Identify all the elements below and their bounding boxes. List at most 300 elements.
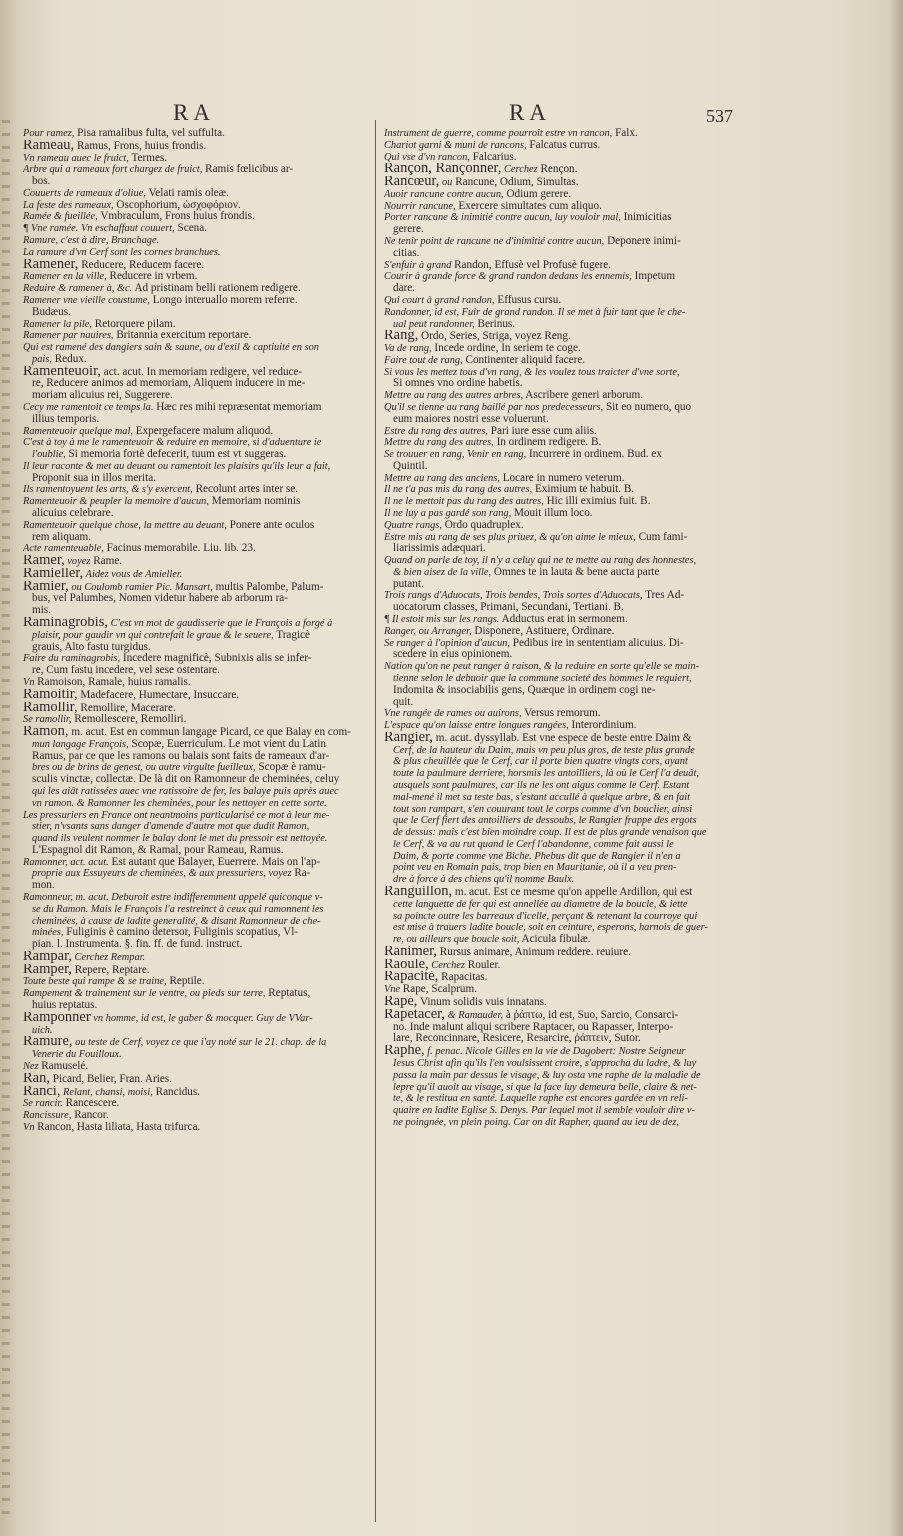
entry-french-gloss: pais, — [32, 353, 52, 365]
entry-line-continued — [23, 1000, 368, 1012]
dictionary-entry-line — [23, 235, 368, 247]
dictionary-entry-line — [23, 128, 368, 140]
entry-line-continued — [384, 815, 736, 827]
entry-latin-text: rem aliquam. — [32, 531, 92, 543]
entry-headword: Ramponner — [23, 1011, 91, 1025]
entry-line-continued — [384, 673, 736, 685]
entry-line-continued — [23, 354, 368, 366]
entry-line-continued — [23, 927, 368, 939]
entry-french-gloss: Ramener vne vieille coustume, — [23, 294, 150, 306]
dictionary-entry-line — [384, 212, 736, 224]
entry-french-gloss: Nation qu'on ne peut ranger à raison, & la reduire en sorte qu'elle se main- — [384, 661, 700, 673]
entry-headword: Rapé, — [384, 996, 418, 1009]
dictionary-entry-line — [23, 1012, 368, 1025]
entry-headword: Ramure, — [23, 1036, 73, 1050]
entry-line-continued — [384, 378, 736, 390]
dictionary-entry-line — [384, 236, 736, 248]
dictionary-entry-line — [23, 283, 368, 295]
dictionary-entry-line — [384, 971, 736, 984]
entry-latin-text: Quintil. — [393, 460, 428, 472]
entry-headword: Ramon, — [23, 726, 69, 739]
entry-french-gloss: qui les aiât ratissées auec vne ratissoire de fer, les balaye puis après auec — [32, 785, 339, 797]
dictionary-entry-line — [384, 367, 736, 379]
entry-latin-text: Ramoison, Ramale, huius ramalis. — [37, 676, 191, 688]
facing-page-edge — [2, 120, 10, 1520]
entry-latin-text: Cum fami- — [635, 531, 688, 543]
entry-french-gloss: Qui est ramené des dangiers sain & saune, ou d'exil & captiuité en son — [23, 342, 320, 354]
entry-line-continued — [23, 762, 368, 774]
entry-latin-text: Deponere inimi- — [604, 236, 681, 248]
dictionary-entry-line — [384, 176, 736, 189]
entry-latin-text: Incurrere in ordinem. Bud. ex — [526, 449, 662, 461]
dictionary-entry-line — [384, 661, 736, 673]
dictionary-entry-line — [23, 496, 368, 508]
entry-french-gloss: dre à force à des chiens qu'il nomme Baulx. — [393, 874, 575, 886]
entry-french-gloss: Il ne luy a pas gardé son rang, — [384, 508, 512, 519]
entry-french-gloss: Reduire & ramener à, &c. — [23, 283, 133, 295]
entry-latin-text: Vmbraculum, Frons huius frondis. — [97, 211, 255, 223]
entry-french-gloss: Couuerts de rameaux d'oliue, — [23, 187, 146, 199]
entry-line-continued — [23, 593, 368, 605]
entry-latin-text: Facinus memorabile. Liu. lib. 23. — [103, 543, 256, 555]
entry-french-gloss: Estre du rang des autres, — [384, 425, 488, 437]
entry-french-gloss: Il leur raconte & met au deuant ou ramentoit les plaisirs qu'ils leur a fait, — [23, 460, 331, 472]
entry-french-gloss: Qui vse d'vn rancon, — [384, 151, 470, 163]
entry-french-gloss: cheminées, à cause de ladite generalité, & disant Ramonneur de che- — [32, 915, 321, 927]
dictionary-entry-line — [23, 153, 368, 165]
entry-line-continued — [23, 833, 368, 845]
entry-french-gloss: Ramener la pile, — [23, 318, 92, 330]
entry-french-gloss: passa la main par dessus le visage, & luy osta vne raphe de la maladie de — [393, 1069, 701, 1081]
dictionary-entry-line — [23, 223, 368, 235]
entry-latin-text: Redux. — [51, 353, 87, 365]
entry-latin-text: Falcarius. — [469, 151, 517, 163]
entry-latin-text: Hæc res mihi repræsentat memoriam — [153, 401, 322, 413]
entry-line-continued — [23, 798, 368, 810]
entry-line-continued — [384, 579, 736, 591]
entry-line-continued — [384, 697, 736, 709]
entry-latin-text: mon. — [32, 880, 55, 892]
entry-french-gloss: Cerf, de la hauteur du Daim, mais vn peu plus gros, de teste plus grande — [393, 744, 695, 756]
entry-latin-text: Rancor. — [71, 1110, 109, 1122]
entry-line-continued — [23, 390, 368, 402]
entry-french-gloss: & bien aisez de la ville, — [393, 566, 492, 578]
entry-latin-text: Falcatus currus. — [526, 139, 601, 151]
entry-french-gloss: re, ou ailleurs que boucle soit, — [393, 934, 520, 946]
entry-latin-text: Remollescere, Remolliri. — [71, 714, 187, 726]
entry-latin-text: Si memoria fortè defecerit, tuum est vt suggeras. — [65, 449, 287, 461]
entry-latin-text: dare. — [393, 283, 416, 295]
entry-latin-text: Mouit illum loco. — [511, 508, 593, 519]
entry-latin-text: Ramus, Frons, huius frondis. — [74, 139, 207, 152]
entry-latin-text: Reducere in vrbem. — [106, 271, 198, 283]
entry-french-gloss: La ramure d'vn Cerf sont les cornes branchues. — [23, 246, 221, 258]
entry-line-continued — [384, 1022, 736, 1034]
dictionary-entry-line — [23, 689, 368, 702]
entry-headword: Raoule, — [384, 958, 429, 972]
entry-latin-text: Tres Ad- — [642, 590, 685, 602]
dictionary-entry-line — [384, 140, 736, 152]
dictionary-entry-line — [384, 520, 736, 532]
entry-latin-text: liarissimis adæquari. — [393, 543, 486, 555]
entry-line-continued — [23, 473, 368, 485]
dictionary-entry-line — [23, 164, 368, 176]
entry-latin-text: Berinus. — [474, 318, 516, 330]
dictionary-entry-line — [384, 307, 736, 319]
entry-headword: Rang, — [384, 330, 419, 344]
entry-latin-text: Rame. — [90, 555, 123, 568]
entry-latin-text: bus, vel Palumbes, Nomen videtur habere ab arborum ra- — [32, 593, 288, 605]
entry-line-continued — [384, 827, 736, 839]
entry-french-gloss: Il ne le mettoit pas du rang des autres, — [384, 496, 544, 508]
entry-latin-text: Retorquere pilam. — [91, 318, 176, 330]
dictionary-entry-line — [23, 461, 368, 473]
entry-line-continued — [23, 774, 368, 786]
entry-latin-text: Ramis fœlicibus ar- — [202, 164, 294, 176]
dictionary-entry-line — [384, 555, 736, 567]
entry-french-gloss: Nourrir rancune, — [384, 200, 456, 212]
entry-french-gloss: quaire en ladite Eglise S. Denys. Par lequel mot il semble vouloir dire v- — [393, 1105, 695, 1117]
entry-french-gloss: est mise à trauers ladite boucle, soit en ceinture, esperons, harnois de guer- — [393, 922, 709, 934]
entry-line-continued — [384, 768, 736, 780]
entry-line-continued — [384, 1105, 736, 1117]
entry-latin-text: m. acut. Est en commun langage Picard, ce que Balay en com- — [68, 726, 351, 739]
entry-french-gloss: Instrument de guerre, comme pourroit estre vn rancon, — [384, 128, 613, 139]
dictionary-entry-line — [23, 568, 368, 581]
dictionary-entry-line — [23, 1098, 368, 1110]
entry-line-continued — [384, 911, 736, 923]
dictionary-entry-line — [384, 402, 736, 414]
dictionary-entry-line — [384, 496, 736, 508]
dictionary-entry-line — [23, 653, 368, 665]
entry-french-gloss: mun langage François, — [32, 738, 129, 750]
entry-latin-text: Reducere, Reducem facere. — [78, 258, 205, 271]
entry-french-gloss: quand ils veulent nommer le balay dont le met du pressoir est nettoyée. — [32, 833, 328, 845]
entry-line-continued — [384, 567, 736, 579]
entry-latin-text: Pari iure esse cum aliis. — [488, 425, 597, 437]
dictionary-entry-line — [384, 201, 736, 213]
entry-line-continued — [23, 821, 368, 833]
entry-line-continued — [384, 839, 736, 851]
entry-latin-text: Britannia exercitum reportare. — [113, 330, 252, 342]
entry-latin-text: Ra- — [291, 868, 311, 880]
entry-latin-text: Ordo, Series, Striga, voyez Reng. — [418, 330, 571, 343]
entry-latin-text: Si omnes vno ordine habetis. — [393, 378, 523, 390]
entry-french-gloss: Se trouuer en rang, Venir en rang, — [384, 449, 527, 461]
entry-latin-text: Pisa ramalibus fulta, vel suffulta. — [74, 128, 225, 139]
entry-headword: Ramener, — [23, 258, 79, 272]
entry-french-gloss: Quand on parle de toy, il n'y a celuy qui ne te mette au rang des honnestes, — [384, 555, 697, 567]
entry-latin-text: Ascribere generi arborum. — [523, 390, 644, 402]
entry-french-gloss: proprie aux Essuyeurs de cheminées, & aux pressuriers, voyez — [32, 868, 292, 880]
entry-latin-text: Rapacitas. — [438, 971, 488, 984]
entry-french-gloss: mal-mené il met sa teste bas, s'estant accullé à quelque arbre, & en fait — [393, 791, 691, 803]
dictionary-entry-line — [23, 857, 368, 869]
dictionary-entry-line — [23, 402, 368, 414]
entry-french-gloss: Aidez vous de Amieller. — [83, 568, 183, 580]
entry-french-gloss: ou — [439, 177, 453, 189]
entry-french-gloss: Daim, & porte comme vne Biche. Phebus dit que de Rangier il n'en a — [393, 850, 681, 862]
entry-french-gloss: toute la paulmure derriere, horsmis les antoilliers, là où le Cerf l'a deuât, — [393, 768, 699, 780]
entry-line-continued — [384, 224, 736, 236]
entry-latin-text: Randon, Effusè vel Profusè fugere. — [454, 259, 612, 271]
entry-headword: Ramoitir, — [23, 688, 78, 702]
entry-french-gloss: L'espace qu'on laisse entre longues rangées, — [384, 720, 569, 732]
entry-french-gloss: Vn — [23, 676, 38, 688]
entry-line-continued — [384, 756, 736, 768]
entry-latin-text: à ῥάπτω, id est, Suo, Sarcio, Consarci- — [503, 1008, 679, 1021]
entry-latin-text: Odium gerere. — [503, 188, 572, 200]
dictionary-entry-line — [23, 140, 368, 153]
dictionary-entry-line — [23, 581, 368, 594]
entry-latin-text: Rençon. — [537, 163, 578, 176]
dictionary-entry-line — [23, 520, 368, 532]
entry-french-gloss: ou teste de Cerf, voyez ce que i'ay noté sur le 21. chap. de la — [72, 1037, 327, 1049]
entry-french-gloss: Chariot garni & muni de rancons, — [384, 139, 527, 151]
entry-latin-text: Proponit sua in illos merita. — [32, 472, 156, 484]
entry-line-continued — [23, 739, 368, 751]
dictionary-entry-line — [23, 726, 368, 739]
entry-headword: Ramper, — [23, 963, 72, 977]
entry-latin-text: Incede ordine, In seriem te coge. — [431, 343, 581, 355]
entry-line-continued — [23, 630, 368, 642]
entry-latin-text: Rape, Scalprum. — [402, 984, 478, 996]
entry-latin-text: Impetum — [631, 271, 676, 283]
entry-line-continued — [23, 449, 368, 461]
entry-latin-text: Rursus animare, Animum reddere. reuiure. — [436, 945, 631, 958]
entry-french-gloss: minées, — [32, 927, 64, 939]
entry-latin-text: Expergefacere malum aliquod. — [132, 425, 274, 437]
entry-latin-text: Ad pristinam belli rationem redigere. — [132, 283, 301, 295]
entry-french-gloss: Trois rangs d'Aduocats, Trois bendes, Trois sortes d'Aduocats, — [384, 590, 643, 602]
dictionary-entry-line — [23, 976, 368, 988]
running-header-right: RA — [509, 100, 551, 125]
entry-french-gloss: vn ramon. & Ramonner les cheminées, pour les nettoyer en cette sorte. — [32, 797, 327, 809]
entry-french-gloss: bres ou de brins de genest, ou autre virgulte fueilleux, — [32, 762, 256, 774]
entry-line-continued — [384, 602, 736, 614]
entry-line-continued — [23, 1025, 368, 1037]
dictionary-entry-line — [23, 1110, 368, 1122]
dictionary-entry-line — [384, 732, 736, 745]
entry-headword: Raphe, — [384, 1045, 425, 1058]
dictionary-entry-line — [23, 259, 368, 272]
dictionary-entry-line — [23, 211, 368, 223]
entry-latin-text: no. Inde malunt aliqui scribere Raptacer, ou Rapasser, Interpo- — [393, 1021, 674, 1033]
dictionary-entry-line — [384, 984, 736, 996]
entry-headword: Rampar, — [23, 950, 72, 964]
entry-line-continued — [384, 851, 736, 863]
entry-french-gloss: Se ranger à l'opinion d'aucun, — [384, 637, 510, 649]
entry-french-gloss: sa poincte outre les barreaux d'icelle, perçant & retenant la courroye qui — [393, 910, 698, 922]
dictionary-entry-line — [384, 437, 736, 449]
entry-latin-text: Tragicè — [273, 629, 311, 641]
entry-line-continued — [384, 899, 736, 911]
entry-latin-text: Repere, Reptare. — [71, 963, 150, 976]
entry-french-gloss: Mettre au rang des anciens, — [384, 472, 500, 484]
entry-french-gloss: Rancissure, — [23, 1110, 72, 1122]
entry-latin-text: putant. — [393, 578, 424, 590]
entry-french-gloss: lepre qu'il auoit au visage, si que la face luy demeura belle, claire & net- — [393, 1081, 697, 1093]
entry-french-gloss: Porter rancune & inimitié contre aucun, luy vouloir mal, — [384, 212, 621, 224]
entry-latin-text: Rouler. — [464, 958, 501, 971]
entry-line-continued — [384, 319, 736, 331]
entry-french-gloss: Iesus Christ afin qu'ils l'en voulsissent croire, s'approcha du ladre, & luy — [393, 1057, 697, 1069]
dictionary-entry-line — [384, 355, 736, 367]
entry-latin-text: Effusus cursu. — [494, 294, 562, 306]
dictionary-entry-line — [23, 1036, 368, 1049]
entry-headword: Ranimer, — [384, 945, 437, 959]
entry-french-gloss: Vne rangée de rames ou auirons, — [384, 708, 522, 720]
entry-french-gloss: Ramenteuoir quelque mal, — [23, 425, 133, 437]
entry-french-gloss: ¶ Il estoit mis sur les rangs. — [384, 614, 500, 626]
entry-line-continued — [23, 532, 368, 544]
entry-line-continued — [23, 605, 368, 617]
entry-french-gloss: Faire du raminagrobis, — [23, 653, 121, 665]
entry-latin-text: Picard, Belier, Fran. Aries. — [49, 1072, 172, 1085]
entry-line-continued — [384, 1070, 736, 1082]
entry-line-continued — [384, 874, 736, 886]
entry-headword: Rapacité, — [384, 971, 439, 985]
dictionary-entry-line — [23, 964, 368, 977]
entry-latin-text: Fuliginis è camino detersor, Fuliginis scopatius, Vl- — [63, 927, 299, 939]
entry-french-gloss: Cerchez Rempar. — [71, 951, 146, 963]
dictionary-entry-line — [23, 988, 368, 1000]
entry-latin-text: Velati ramis oleæ. — [145, 187, 229, 199]
entry-french-gloss: Cerchez — [428, 959, 465, 971]
entry-french-gloss: Se ramollir, — [23, 714, 72, 726]
entry-headword: Rançon, Rançonner, — [384, 163, 502, 177]
entry-french-gloss: Cecy me ramentoit ce temps la. — [23, 401, 154, 413]
entry-latin-text: Longo interuallo morem referre. — [149, 294, 298, 306]
entry-headword: Ranci, — [23, 1085, 61, 1099]
dictionary-entry-line — [384, 508, 736, 520]
dictionary-entry-line — [23, 1073, 368, 1086]
entry-french-gloss: Quatre rangs, — [384, 519, 442, 531]
entry-french-gloss: point veu en Romain pais, trop bien en Mauritanie, où il a veu pren- — [393, 862, 677, 874]
dictionary-entry-line — [23, 810, 368, 822]
dictionary-entry-line — [384, 614, 736, 626]
entry-french-gloss: plaisir, pour gaudir vn qui contrefait le graue & le seuere, — [32, 629, 274, 641]
entry-french-gloss: ou Coulomb ramier Pic. Mansart, — [68, 581, 213, 593]
dictionary-entry-line — [384, 343, 736, 355]
entry-french-gloss: Venerie du Fouilloux. — [32, 1049, 122, 1061]
entry-line-continued — [23, 665, 368, 677]
entry-french-gloss: Ne tenir point de rancune ne d'inimitié contre aucun, — [384, 236, 605, 248]
dictionary-entry-line — [384, 449, 736, 461]
entry-line-continued — [23, 378, 368, 390]
entry-french-gloss: Si vous les mettez tous d'vn rang, & les voulez tous traicter d'vne sorte, — [384, 366, 680, 378]
dictionary-entry-line — [23, 426, 368, 438]
entry-french-gloss: & plus cheuillée que le Cerf, car il porte bien quatre vingts cors, ayant — [393, 756, 688, 768]
entry-french-gloss: Mettre du rang des autres, — [384, 437, 494, 449]
entry-headword: Rangier, — [384, 731, 433, 745]
entry-latin-text: eum maiores nostri esse voluerunt. — [393, 413, 549, 425]
entry-headword: Rapetacer, — [384, 1008, 446, 1022]
dictionary-entry-line — [384, 532, 736, 544]
entry-latin-text: Falx. — [612, 128, 638, 139]
entry-french-gloss: Randonner, id est, Fuir de grand randon. Il se met à fuir tant que le che- — [384, 306, 686, 318]
dictionary-entry-line — [23, 437, 368, 449]
entry-line-continued — [384, 461, 736, 473]
entry-latin-text: Remollire, Macerare. — [77, 701, 176, 714]
entry-latin-text: Rancidus. — [152, 1085, 201, 1098]
entry-french-gloss: Faire tout de rang, — [384, 354, 463, 366]
entry-line-continued — [384, 1082, 736, 1094]
entry-line-continued — [384, 792, 736, 804]
entry-line-continued — [384, 649, 736, 661]
entry-latin-text: Memoriam nominis — [208, 496, 301, 508]
entry-french-gloss: C'est vn mot de gaudisserie que le François a forgé à — [107, 618, 333, 630]
entry-latin-text: Exercere simultates cum aliquo. — [455, 200, 602, 212]
entry-latin-text: quit. — [393, 696, 414, 708]
dictionary-entry-line — [384, 959, 736, 972]
entry-line-continued — [23, 508, 368, 520]
dictionary-entry-line — [23, 366, 368, 379]
entry-latin-text: L'Espagnol dit Ramon, & Ramal, pour Rameau, Ramus. — [32, 844, 284, 856]
entry-latin-text: Ramuselé. — [41, 1060, 89, 1072]
entry-french-gloss: Il ne t'a pas mis du rang des autres, — [384, 484, 533, 496]
entry-french-gloss: Toute beste qui rampe & se traine, — [23, 976, 167, 988]
entry-latin-text: citias. — [393, 247, 420, 259]
entry-line-continued — [384, 543, 736, 555]
entry-latin-text: Ponere ante oculos — [226, 519, 315, 531]
entry-line-continued — [384, 1058, 736, 1070]
column-divider — [375, 120, 376, 1522]
entry-line-continued — [23, 1049, 368, 1061]
entry-french-gloss: Les pressuriers en France ont neantmoins particularisé ce mot à leur me- — [23, 809, 330, 821]
entry-french-gloss: uich. — [32, 1024, 53, 1036]
entry-line-continued — [23, 642, 368, 654]
entry-headword: Ramer, — [23, 555, 65, 568]
entry-headword: Ramier, — [23, 580, 69, 594]
entry-latin-text: uocatorum classes, Primani, Secundani, Tertiani. B. — [393, 602, 624, 614]
entry-line-continued — [23, 414, 368, 426]
entry-french-gloss: ne poingnée, vn plein poing. Car on dit Rapher, quand au ieu de dez, — [393, 1116, 679, 1128]
entry-headword: Ranguillon, — [384, 886, 453, 899]
entry-french-gloss: S'enfuir à grand — [384, 259, 455, 271]
entry-headword: Ran, — [23, 1072, 50, 1086]
dictionary-entry-line — [384, 260, 736, 272]
entry-latin-text: Interordinium. — [568, 720, 637, 732]
entry-french-gloss: tienne selon le debuoir que la commune societé des hommes le requiert, — [393, 672, 692, 684]
entry-french-gloss: Vne — [384, 984, 403, 996]
dictionary-entry-line — [384, 996, 736, 1009]
entry-french-gloss: Ramenteuoir quelque chose, la mettre au deuant, — [23, 519, 227, 531]
entry-french-gloss: Ranger, ou Arranger, — [384, 625, 472, 637]
entry-line-continued — [23, 786, 368, 798]
dictionary-entry-line — [23, 677, 368, 689]
entry-line-continued — [23, 880, 368, 892]
entry-latin-text: sculis vinctæ, collectæ. De là dit on Ramonneur de cheminées, celuy — [32, 774, 340, 786]
dictionary-entry-line — [23, 342, 368, 354]
dictionary-entry-line — [384, 484, 736, 496]
entry-line-continued — [384, 804, 736, 816]
entry-french-gloss: Qu'il se tienne au rang baillé par nos predecesseurs, — [384, 401, 604, 413]
entry-latin-text: Inimicitias — [620, 212, 672, 224]
entry-latin-text: scedere in eius opinionem. — [393, 649, 513, 661]
entry-french-gloss: se du Ramon. Mais le François l'a restreinct à ceux qui ramonnent les — [32, 903, 324, 915]
entry-line-continued — [384, 414, 736, 426]
entry-line-continued — [384, 745, 736, 757]
entry-french-gloss: ual peut randonner, — [393, 318, 475, 330]
entry-french-gloss: Ramée & fueillée, — [23, 211, 98, 223]
entry-latin-text: Disponere, Astituere, Ordinare. — [471, 625, 615, 637]
dictionary-entry-line — [384, 295, 736, 307]
entry-french-gloss: Ramonneur, m. acut. Deburoit estre indifferemment appelé quiconque v- — [23, 892, 323, 903]
entry-french-gloss: Pour ramez, — [23, 128, 75, 139]
dictionary-entry-line — [384, 1045, 736, 1058]
entry-line-continued — [23, 176, 368, 188]
